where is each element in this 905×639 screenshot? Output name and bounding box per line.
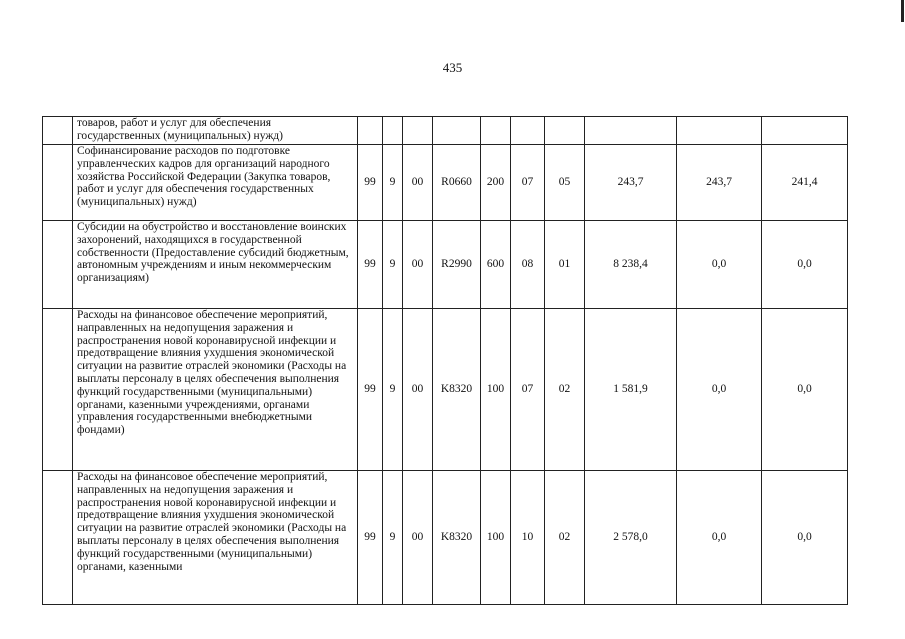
budget-table (42, 116, 848, 605)
direction-code-cell: K8320 (433, 309, 481, 471)
section-cell (511, 117, 545, 145)
expense-type-cell: 200 (481, 145, 511, 221)
subsection-cell: 05 (545, 145, 585, 221)
section-cell: 07 (511, 145, 545, 221)
subprogram-code-cell: 9 (383, 309, 403, 471)
section-cell: 10 (511, 471, 545, 605)
amount-year2-cell: 0,0 (677, 221, 762, 309)
direction-code-cell: R0660 (433, 145, 481, 221)
direction-code-cell (433, 117, 481, 145)
program-code-cell: 99 (358, 309, 383, 471)
description-cell: Расходы на финансовое обеспечение мероприятий, направленных на недопущения заражения и распространения новой коронавирусной инфекции и предотвращение влияния ухудшения экономической ситуации на развитие отраслей экономики (Расходы на выплаты персоналу в целях обеспечения выполнения функций государственными (муниципальными) органами, казенными (73, 471, 358, 605)
table-row (43, 309, 848, 471)
program-code-cell: 99 (358, 221, 383, 309)
description-cell: Софинансирование расходов по подготовке управленческих кадров для организаций народного хозяйства Российской Федерации (Закупка товаров, работ и услуг для обеспечения государственных (муниципальных) нужд) (73, 145, 358, 221)
subsection-cell: 01 (545, 221, 585, 309)
row-number-cell (43, 309, 73, 471)
section-cell: 07 (511, 309, 545, 471)
subsection-cell (545, 117, 585, 145)
row-number-cell (43, 221, 73, 309)
amount-year3-cell (762, 117, 848, 145)
direction-code-cell: R2990 (433, 221, 481, 309)
expense-type-cell: 100 (481, 309, 511, 471)
subprogram-code-cell: 9 (383, 471, 403, 605)
subprogram-code-cell: 9 (383, 145, 403, 221)
main-event-code-cell: 00 (403, 471, 433, 605)
table-row (43, 471, 848, 605)
description-cell: Субсидии на обустройство и восстановление воинских захоронений, находящихся в государственной собственности (Предоставление субсидий бюджетным, автономным учреждениям и иным некоммерческим организациям) (73, 221, 358, 309)
main-event-code-cell: 00 (403, 145, 433, 221)
amount-year1-cell: 2 578,0 (585, 471, 677, 605)
amount-year1-cell: 1 581,9 (585, 309, 677, 471)
row-number-cell (43, 117, 73, 145)
program-code-cell: 99 (358, 471, 383, 605)
amount-year1-cell: 243,7 (585, 145, 677, 221)
main-event-code-cell: 00 (403, 309, 433, 471)
amount-year1-cell (585, 117, 677, 145)
description-cell: товаров, работ и услуг для обеспечения государственных (муниципальных) нужд) (73, 117, 358, 145)
subsection-cell: 02 (545, 309, 585, 471)
amount-year3-cell: 241,4 (762, 145, 848, 221)
direction-code-cell: K8320 (433, 471, 481, 605)
subsection-cell: 02 (545, 471, 585, 605)
scan-edge-mark (901, 0, 904, 22)
amount-year1-cell: 8 238,4 (585, 221, 677, 309)
amount-year2-cell (677, 117, 762, 145)
table-row (43, 221, 848, 309)
amount-year2-cell: 0,0 (677, 471, 762, 605)
amount-year3-cell: 0,0 (762, 221, 848, 309)
expense-type-cell (481, 117, 511, 145)
program-code-cell: 99 (358, 145, 383, 221)
page-number: 435 (442, 60, 463, 75)
subprogram-code-cell (383, 117, 403, 145)
row-number-cell (43, 145, 73, 221)
description-cell: Расходы на финансовое обеспечение мероприятий, направленных на недопущения заражения и распространения новой коронавирусной инфекции и предотвращение влияния ухудшения экономической ситуации на развитие отраслей экономики (Расходы на выплаты персоналу в целях обеспечения выполнения функций государственными (муниципальными) органами, казенными учреждениями, органами управления государственными внебюджетными фондами) (73, 309, 358, 471)
amount-year3-cell: 0,0 (762, 471, 848, 605)
table-row (43, 117, 848, 145)
row-number-cell (43, 471, 73, 605)
subprogram-code-cell: 9 (383, 221, 403, 309)
table-row (43, 145, 848, 221)
expense-type-cell: 600 (481, 221, 511, 309)
main-event-code-cell: 00 (403, 221, 433, 309)
expense-type-cell: 100 (481, 471, 511, 605)
amount-year2-cell: 0,0 (677, 309, 762, 471)
amount-year2-cell: 243,7 (677, 145, 762, 221)
main-event-code-cell (403, 117, 433, 145)
section-cell: 08 (511, 221, 545, 309)
program-code-cell (358, 117, 383, 145)
amount-year3-cell: 0,0 (762, 309, 848, 471)
